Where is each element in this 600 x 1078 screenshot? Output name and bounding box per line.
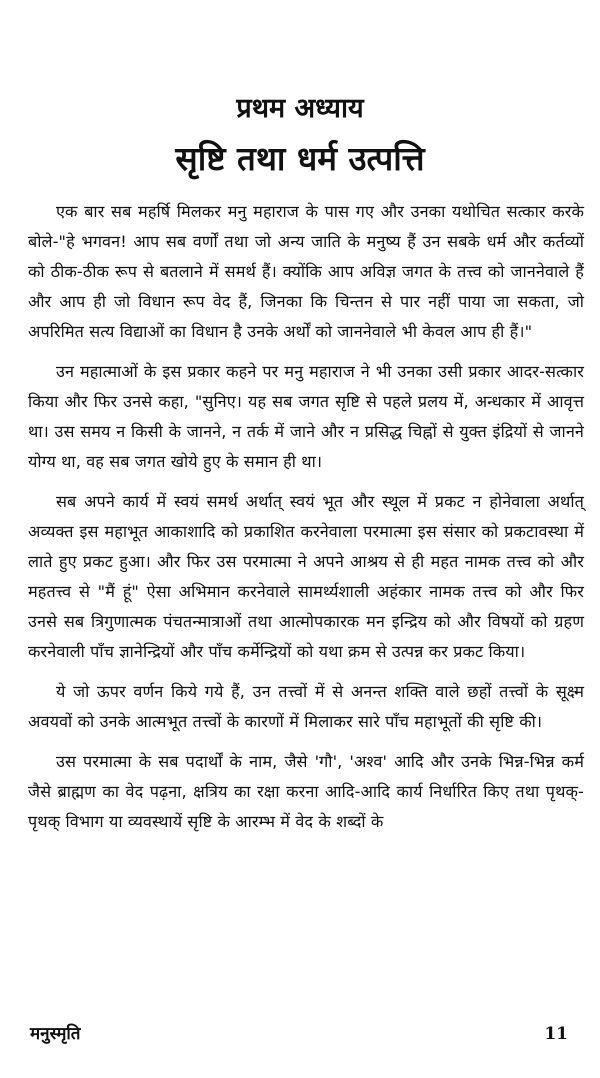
paragraph: ये जो ऊपर वर्णन किये गये हैं, उन तत्त्वों में से अनन्त शक्ति वाले छहों तत्त्वों के सूक्ष्म अवयवों को उनके आत्मभूत तत्त्वों के कारणों में मिलाकर सारे पाँच महाभूतों की सृष्टि की। xyxy=(28,682,584,731)
footer-book-title: मनुस्मृति xyxy=(30,1024,81,1044)
chapter-label: प्रथम अध्याय xyxy=(236,93,364,124)
page-number: 11 xyxy=(544,1024,568,1044)
paragraph: उन महात्माओं के इस प्रकार कहने पर मनु महाराज ने भी उनका उसी प्रकार आदर-सत्कार किया और फिर उनसे कहा, "सुनिए। यह सब जगत सृष्टि से पहले प्रलय में, अन्धकार में आवृत्त था। उस समय न किसी के जानने, न तर्क में जाने और न प्रसिद्ध चिह्नों से युक्त इंद्रियों से जानने योग्य था, वह सब जगत खोये हुए के समान ही था। xyxy=(28,362,584,471)
paragraph: उस परमात्मा के सब पदार्थों के नाम, जैसे 'गौ', 'अश्व' आदि और उनके भिन्न-भिन्न कर्म जैसे ब्राह्मण का वेद पढ़ना, क्षत्रिय का रक्षा करना आदि-आदि कार्य निर्धारित किए तथा पृथक्-पृथक् विभाग या व्यवस्थायें सृष्टि के आरम्भ में वेद के शब्दों के xyxy=(28,752,584,831)
paragraph: एक बार सब महर्षि मिलकर मनु महाराज के पास गए और उनका यथोचित सत्कार करके बोले-"हे भगवन! आप सब वर्णों तथा जो अन्य जाति के मनुष्य हैं उन सबके धर्म और कर्तव्यों को ठीक-ठीक रूप से बतलाने में समर्थ हैं। क्योंकि आप अविज्ञ जगत के तत्त्व को जाननेवाले हैं और आप ही जो विधान रूप वेद हैं, जिनका कि चिन्तन से पार नहीं पाया जा सकता, जो अपरिमित सत्य विद्याओं का विधान है उनके अर्थों को जाननेवाले भी केवल आप ही हैं।" xyxy=(28,202,584,341)
chapter-title: सृष्टि तथा धर्म उत्पत्ति xyxy=(175,139,425,178)
body-text xyxy=(28,197,584,847)
paragraph: सब अपने कार्य में स्वयं समर्थ अर्थात् स्वयं भूत और स्थूल में प्रकट न होनेवाला अर्थात् अव्यक्त इस महाभूत आकाशादि को प्रकाशित करनेवाला परमात्मा इस संसार को प्रकटावस्था में लाते हुए प्रकट हुआ। और फिर उस परमात्मा ने अपने आश्रय से ही महत नामक तत्त्व को और महतत्त्व से "मैं हूं" ऐसा अभिमान करनेवाले सामर्थ्यशाली अहंकार नामक तत्त्व को और फिर उनसे सब त्रिगुणात्मक पंचतन्मात्राओं तथा आत्मोपकारक मन इन्द्रिय को और विषयों को ग्रहण करनेवाली पाँच ज्ञानेन्द्रियों और पाँच कर्मेन्द्रियों को यथा क्रम से उत्पन्न कर प्रकट किया। xyxy=(28,492,584,661)
